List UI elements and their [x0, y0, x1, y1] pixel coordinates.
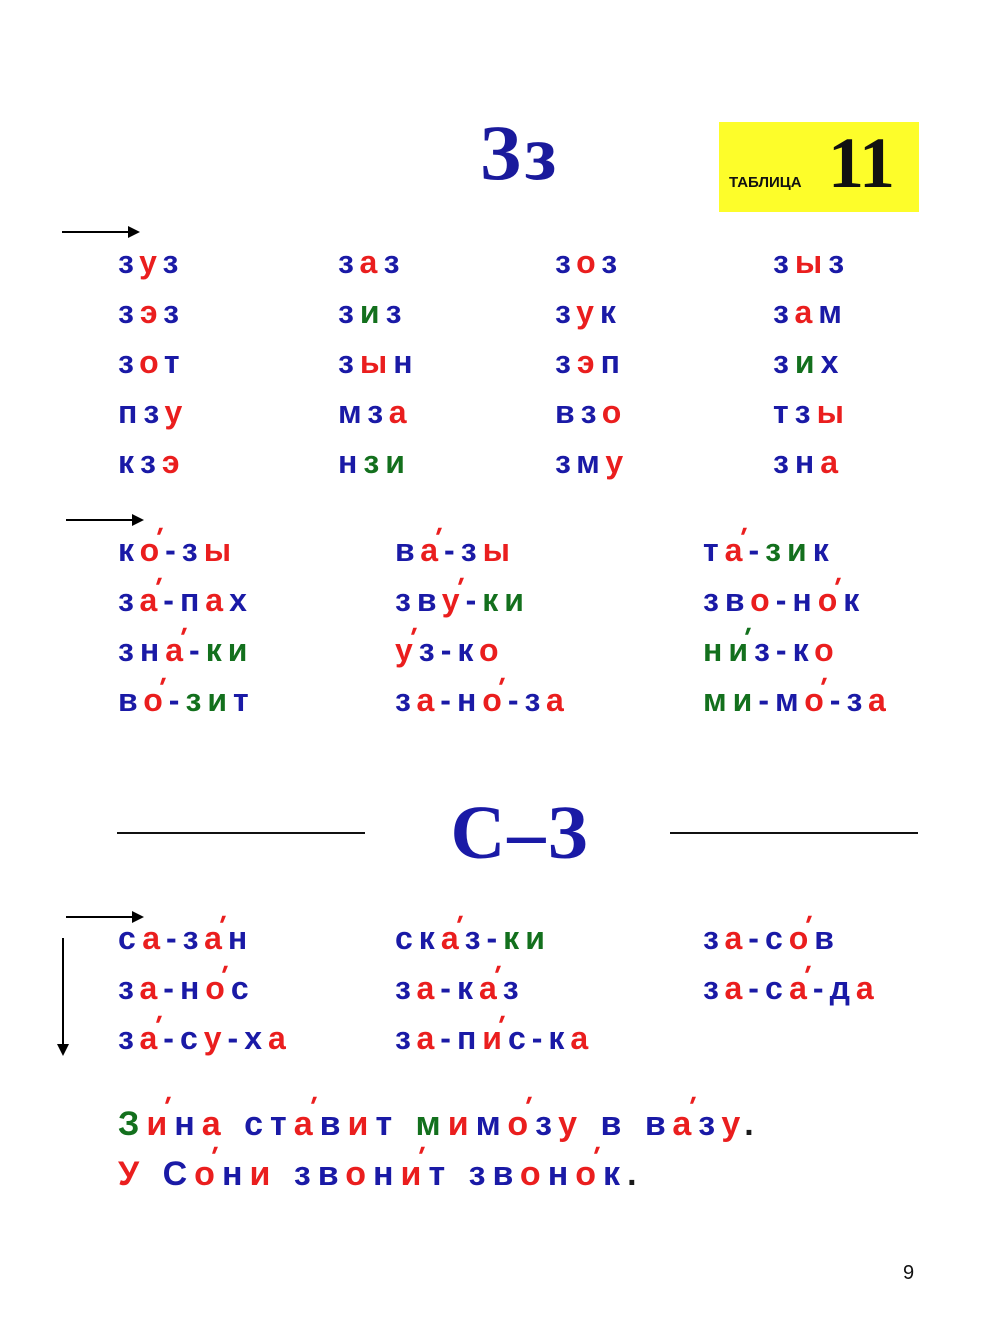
sentence-1: Зи 'на ста 'вит мимо 'зу в ва 'зу.: [118, 1105, 761, 1144]
section-divider-title: С–З: [450, 791, 590, 875]
syllable-word: зоз: [555, 244, 624, 280]
syllable-word: зво-но 'к: [703, 580, 865, 620]
syllable-word: тзы: [773, 394, 850, 430]
page-number: 9: [903, 1262, 915, 1284]
syllable-word: ва '-зы: [395, 530, 516, 570]
syllable-word: зэз: [118, 294, 186, 330]
syllable-word: за-ка 'з: [395, 968, 525, 1008]
divider-line-right: [670, 832, 918, 834]
syllable-word: за-со 'в: [703, 918, 840, 958]
syllable-word: во '-зит: [118, 680, 255, 720]
syllable-word: зна: [773, 444, 845, 480]
syllable-word: зам: [773, 294, 848, 330]
reading-direction-arrow-icon: [62, 231, 138, 233]
syllable-word: мза: [338, 394, 413, 430]
badge-number: 11: [828, 123, 895, 203]
syllable-word: за-но '-за: [395, 680, 570, 720]
reading-down-arrow-icon: [62, 938, 64, 1054]
syllable-word: за-пи 'с-ка: [395, 1018, 594, 1058]
syllable-word: за '-су-ха: [118, 1018, 292, 1058]
syllable-word: зуз: [118, 244, 185, 280]
page-title: Зз: [479, 109, 561, 196]
syllable-word: зук: [555, 294, 622, 330]
syllable-word: нзи: [338, 444, 411, 480]
syllable-word: зын: [338, 344, 419, 380]
syllable-word: зму: [555, 444, 630, 480]
syllable-word: взо: [555, 394, 628, 430]
syllable-word: зэп: [555, 344, 626, 380]
syllable-word: ска 'з-ки: [395, 918, 551, 958]
syllable-word: кзэ: [118, 444, 186, 480]
syllable-word: са-за 'н: [118, 918, 253, 958]
sentence-2: У Со 'ни звони 'т звоно 'к.: [118, 1155, 644, 1194]
syllable-word: ми-мо '-за: [703, 680, 892, 720]
syllable-word: зна '-ки: [118, 630, 253, 670]
table-badge: [719, 122, 919, 212]
syllable-word: за-но 'с: [118, 968, 255, 1008]
syllable-word: ни 'з-ко: [703, 630, 840, 670]
syllable-word: заз: [338, 244, 406, 280]
syllable-word: ко '-зы: [118, 530, 237, 570]
syllable-word: зот: [118, 344, 186, 380]
syllable-word: зыз: [773, 244, 851, 280]
syllable-word: зих: [773, 344, 845, 380]
syllable-word: та '-зик: [703, 530, 835, 570]
syllable-word: за '-пах: [118, 580, 253, 620]
syllable-word: у 'з-ко: [395, 630, 505, 670]
syllable-word: зву '-ки: [395, 580, 530, 620]
reading-direction-arrow-icon: [66, 519, 142, 521]
syllable-word: зиз: [338, 294, 408, 330]
syllable-word: за-са '-да: [703, 968, 880, 1008]
syllable-word: пзу: [118, 394, 189, 430]
badge-label: ТАБЛИЦА: [729, 174, 802, 191]
